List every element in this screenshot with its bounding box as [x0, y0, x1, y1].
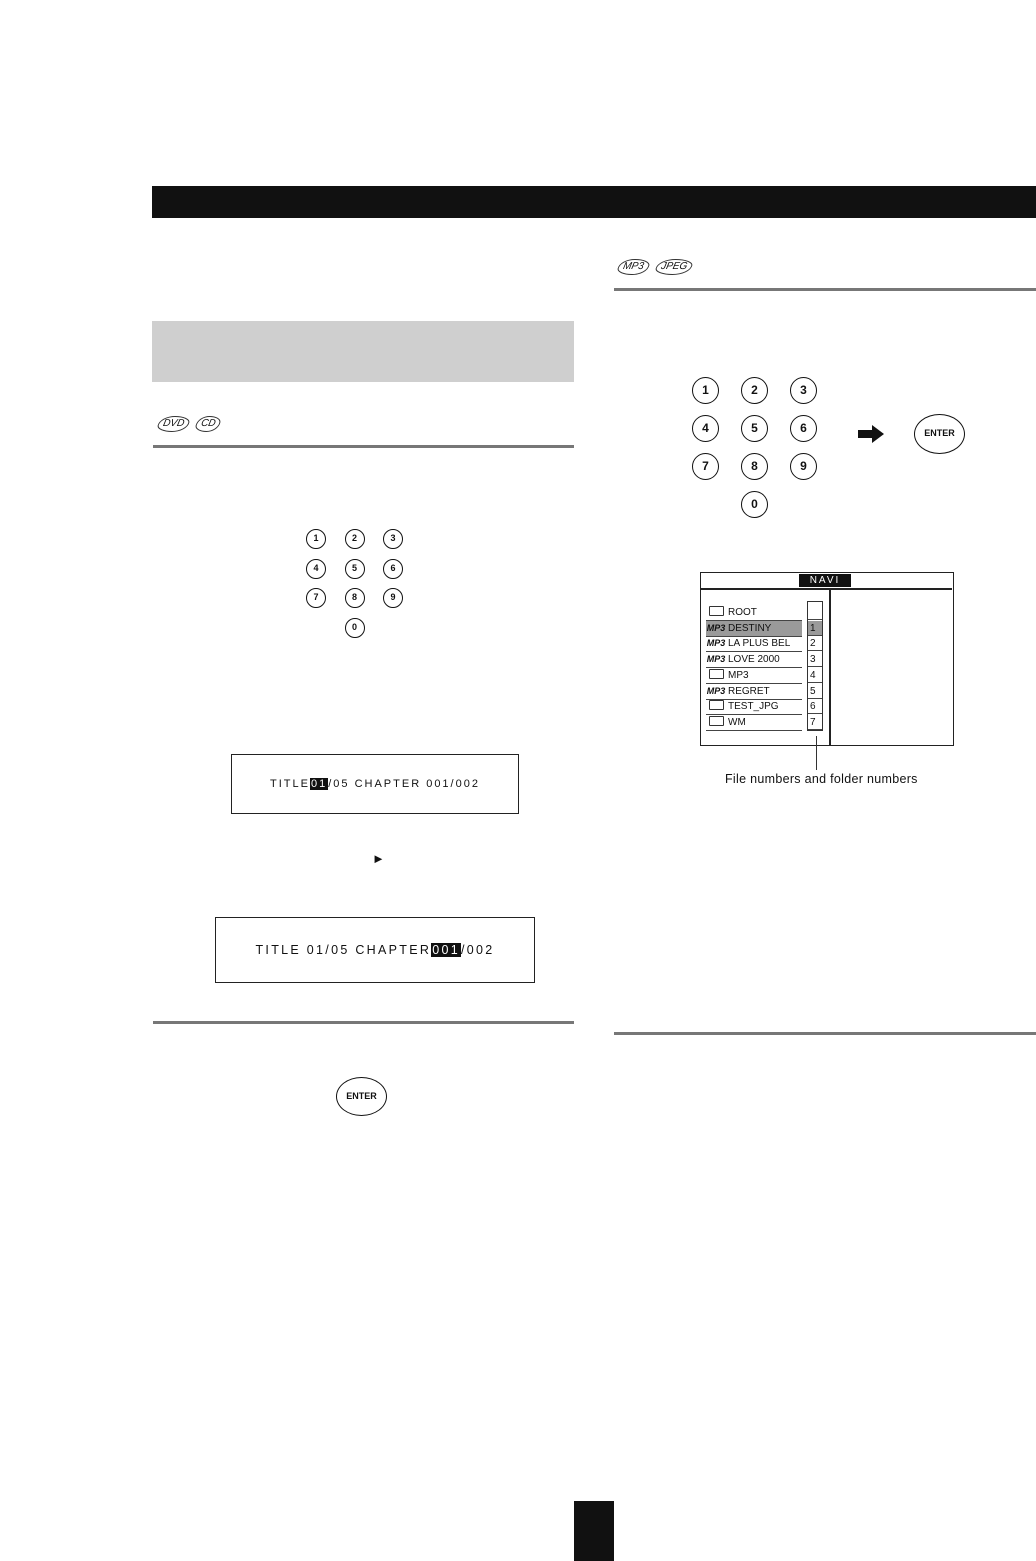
divider [614, 1032, 1036, 1035]
right-key-7[interactable]: 7 [692, 453, 719, 480]
right-key-6[interactable]: 6 [790, 415, 817, 442]
navi-header-line [701, 588, 952, 590]
list-item-number: 3 [808, 652, 822, 667]
mp3-file-icon: MP3 [706, 685, 726, 696]
right-key-1[interactable]: 1 [692, 377, 719, 404]
divider [614, 288, 1036, 291]
list-item[interactable] [706, 715, 802, 731]
list-item[interactable] [706, 621, 802, 637]
left-key-9[interactable]: 9 [383, 588, 403, 608]
section-title-box [152, 321, 574, 382]
folder-icon [706, 668, 726, 683]
list-item-label: DESTINY [728, 622, 772, 634]
navi-divider [829, 588, 831, 745]
list-item-label: WM [728, 716, 746, 728]
right-key-3[interactable]: 3 [790, 377, 817, 404]
jpeg-disc-icon: JPEG [654, 259, 694, 275]
mp3-disc-icon: MP3 [616, 259, 650, 275]
left-key-7[interactable]: 7 [306, 588, 326, 608]
left-key-3[interactable]: 3 [383, 529, 403, 549]
navi-title: NAVI [799, 574, 851, 587]
folder-icon [706, 699, 726, 714]
play-icon: ► [372, 851, 385, 866]
right-key-8[interactable]: 8 [741, 453, 768, 480]
left-key-2[interactable]: 2 [345, 529, 365, 549]
left-key-6[interactable]: 6 [383, 559, 403, 579]
list-item[interactable] [706, 699, 802, 715]
osd-highlight-chapter: 001 [432, 943, 460, 957]
osd-text-after: /05 CHAPTER 001/002 [328, 778, 480, 790]
navi-caption: File numbers and folder numbers [725, 772, 918, 786]
list-item-number: 6 [808, 699, 822, 714]
list-item-number: 5 [808, 684, 822, 699]
enter-button-left[interactable]: ENTER [336, 1077, 387, 1116]
list-item-label: LA PLUS BEL [728, 638, 791, 650]
list-item-number: 7 [808, 715, 822, 730]
cd-disc-icon: CD [194, 416, 222, 432]
list-item[interactable] [706, 636, 802, 652]
right-arrow-icon [858, 425, 884, 443]
enter-button-right[interactable]: ENTER [914, 414, 965, 454]
osd-text-before: TITLE 01/05 CHAPTER [255, 943, 432, 957]
list-item-label: REGRET [728, 685, 770, 697]
callout-line [816, 736, 817, 770]
list-item-number: 1 [808, 621, 822, 636]
list-item[interactable] [706, 668, 802, 684]
divider [153, 445, 574, 448]
osd-highlight-title: 01 [310, 778, 328, 790]
osd-title-display [231, 754, 519, 814]
list-item-number [808, 605, 822, 620]
right-key-2[interactable]: 2 [741, 377, 768, 404]
left-key-8[interactable]: 8 [345, 588, 365, 608]
list-item[interactable] [706, 652, 802, 668]
left-key-5[interactable]: 5 [345, 559, 365, 579]
list-item-label: LOVE 2000 [728, 654, 780, 666]
divider [153, 1021, 574, 1024]
right-key-4[interactable]: 4 [692, 415, 719, 442]
osd-text-before: TITLE [270, 778, 310, 790]
list-item-number: 2 [808, 636, 822, 651]
list-item[interactable] [706, 684, 802, 700]
right-key-0[interactable]: 0 [741, 491, 768, 518]
mp3-file-icon: MP3 [706, 638, 726, 649]
list-item-label: MP3 [728, 669, 749, 681]
mp3-file-icon: MP3 [706, 622, 726, 633]
mp3-file-icon: MP3 [706, 654, 726, 665]
osd-chapter-display [215, 917, 535, 983]
right-key-9[interactable]: 9 [790, 453, 817, 480]
list-item-number: 4 [808, 668, 822, 683]
dvd-disc-icon: DVD [156, 416, 191, 432]
list-item-label: TEST_JPG [728, 701, 779, 713]
list-item-label: ROOT [728, 607, 757, 618]
folder-icon [706, 605, 726, 620]
folder-icon [706, 715, 726, 730]
list-item[interactable] [706, 605, 802, 621]
osd-text-after: /002 [460, 943, 495, 957]
left-key-0[interactable]: 0 [345, 618, 365, 638]
navi-screen [700, 572, 954, 746]
right-key-5[interactable]: 5 [741, 415, 768, 442]
page-number-tab [574, 1501, 614, 1561]
left-key-1[interactable]: 1 [306, 529, 326, 549]
left-key-4[interactable]: 4 [306, 559, 326, 579]
section-header-bar [152, 186, 1036, 218]
